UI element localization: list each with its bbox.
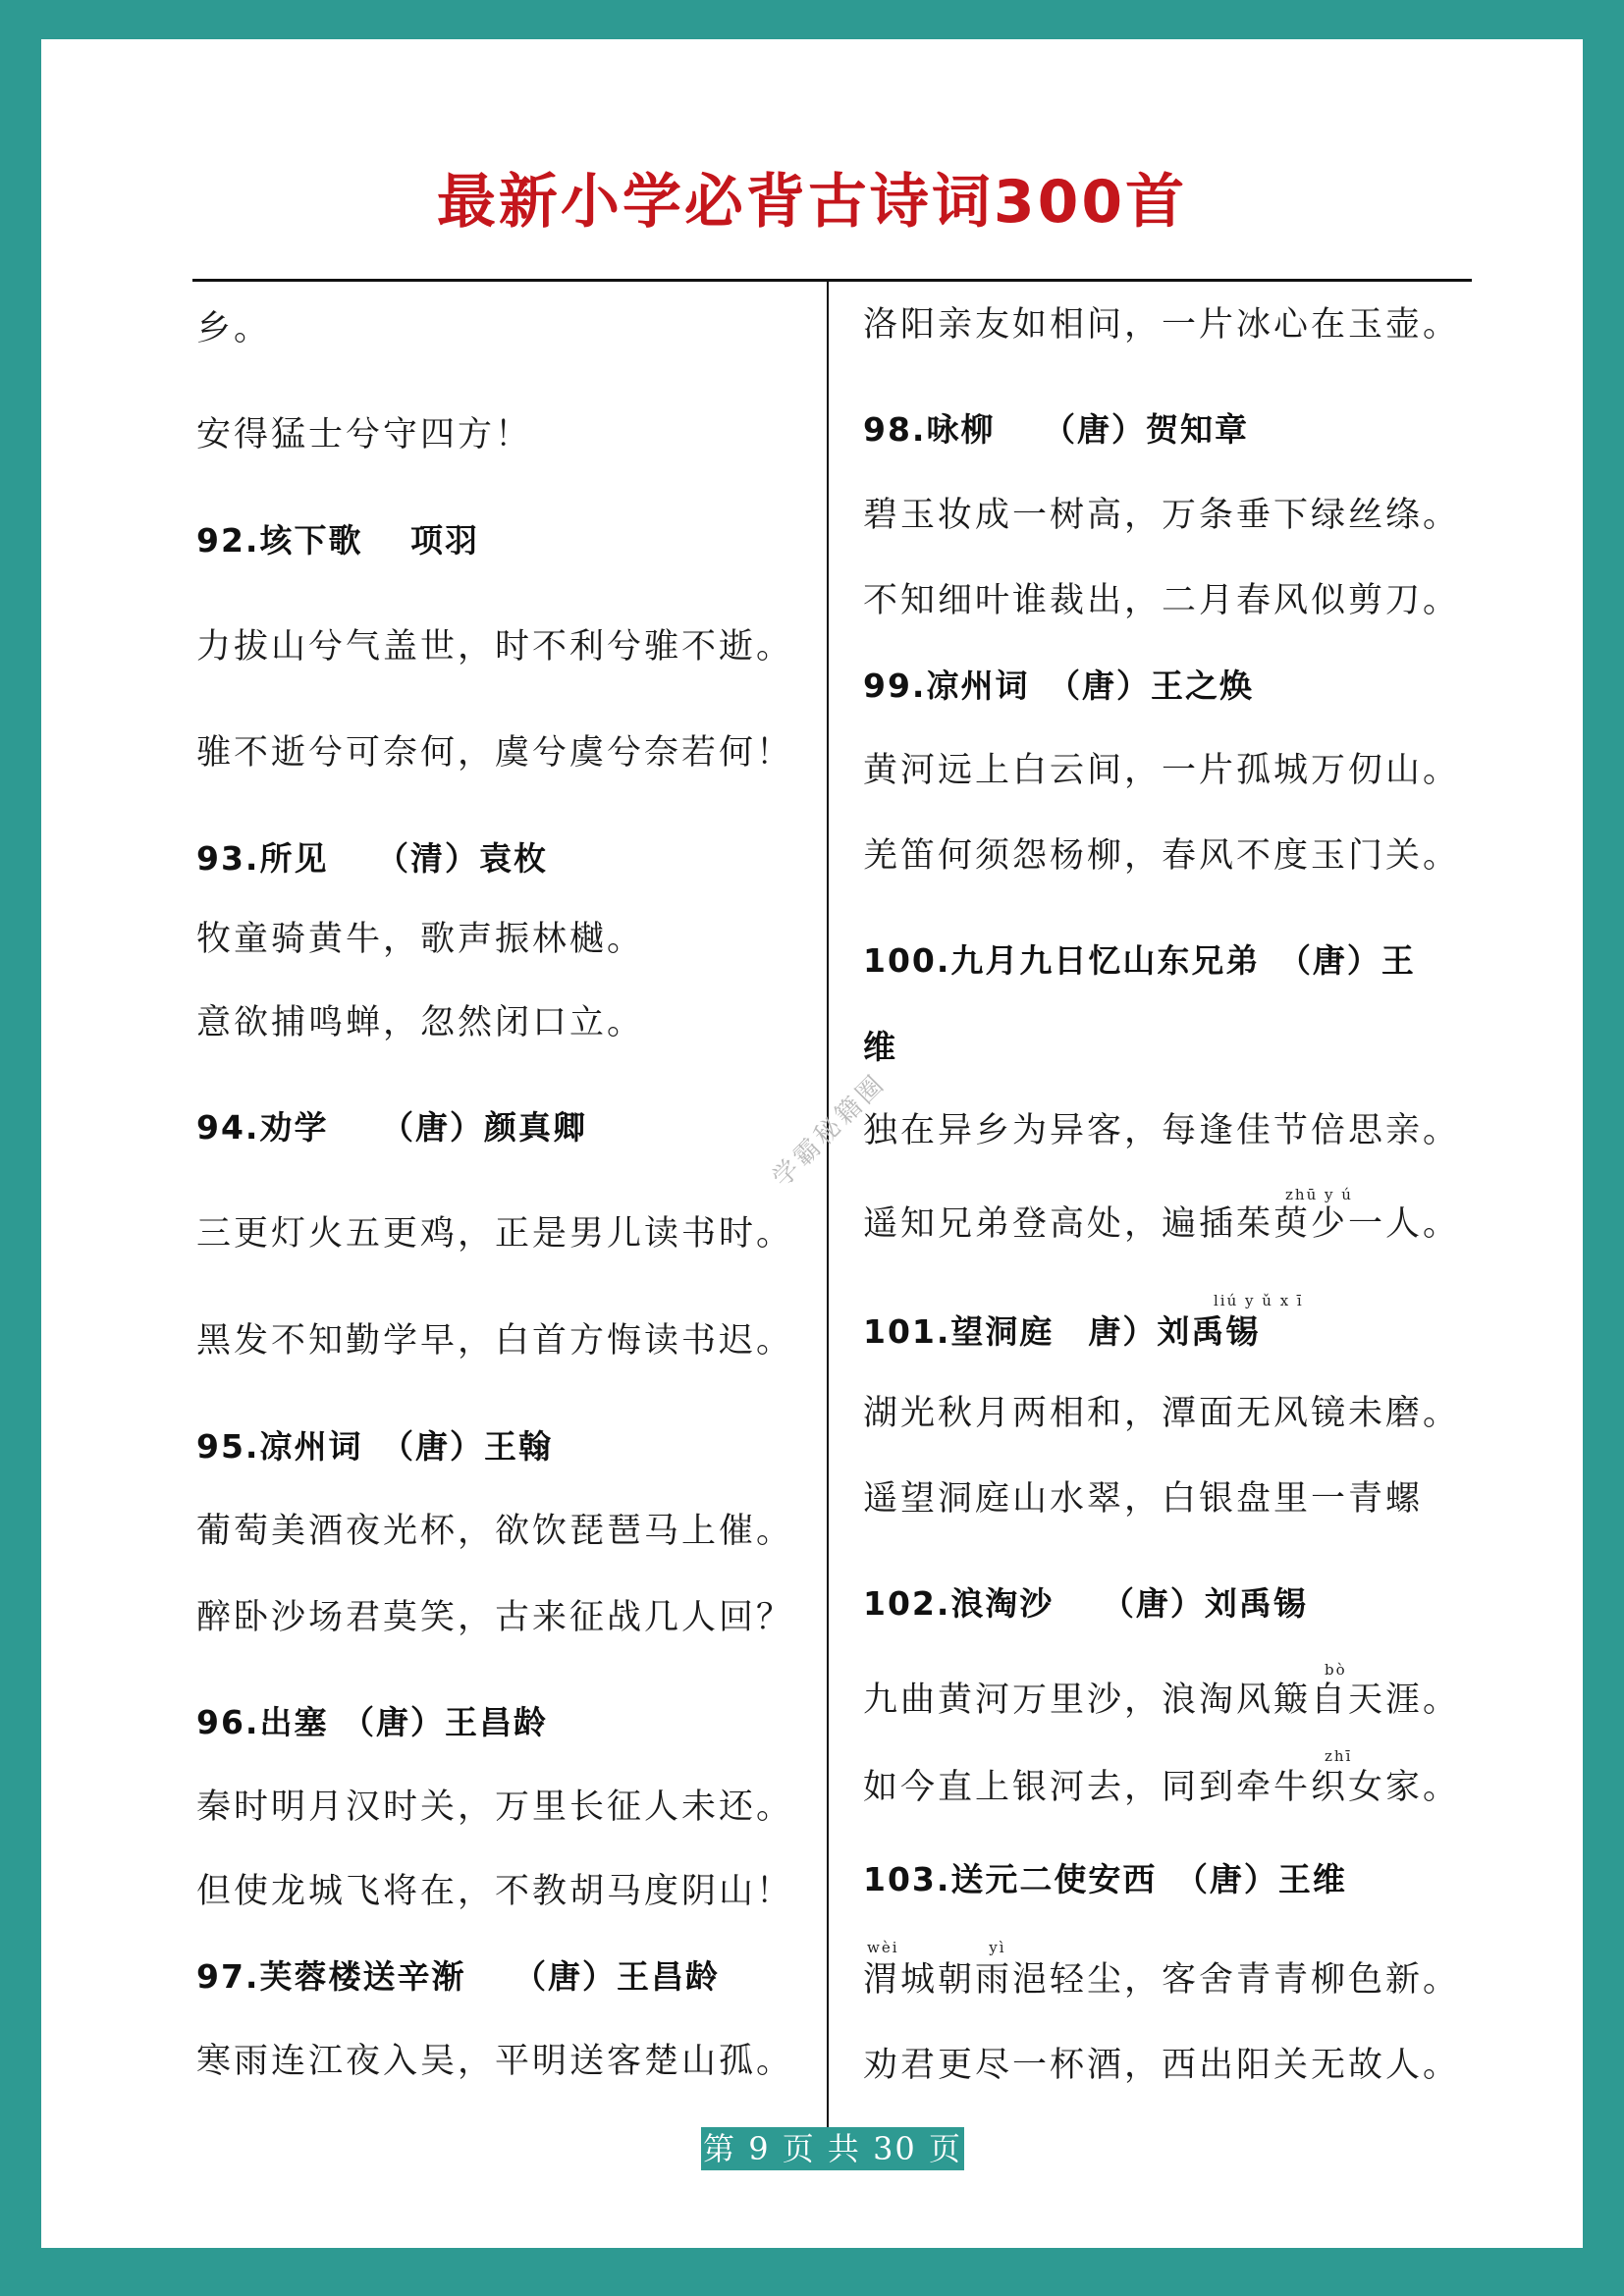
poem-heading: 94.劝学 （唐）颜真卿 bbox=[196, 1108, 587, 1147]
poem-line: 但使龙城飞将在，不教胡马度阴山！ bbox=[196, 1872, 794, 1911]
pinyin-annotation: bò bbox=[1325, 1661, 1347, 1679]
poem-line: 独在异乡为异客，每逢佳节倍思亲。 bbox=[863, 1111, 1461, 1150]
poem-heading: 103.送元二使安西 （唐）王维 bbox=[863, 1860, 1347, 1898]
poem-line: 力拔山兮气盖世，时不利兮骓不逝。 bbox=[196, 627, 794, 667]
poem-line: 牧童骑黄牛，歌声振林樾。 bbox=[196, 920, 645, 959]
poem-line: 意欲捕鸣蝉，忽然闭口立。 bbox=[196, 1003, 645, 1042]
poem-line: 秦时明月汉时关，万里长征人未还。 bbox=[196, 1788, 794, 1827]
pinyin-annotation: zhī bbox=[1325, 1747, 1353, 1765]
pinyin-annotation: liú y ǔ x ī bbox=[1214, 1292, 1304, 1309]
poem-heading: 99.凉州词 （唐）王之焕 bbox=[863, 667, 1254, 705]
pinyin-annotation: wèi yì bbox=[867, 1939, 1006, 1956]
poem-heading: 93.所见 （清）袁枚 bbox=[196, 839, 548, 878]
poem-line: 碧玉妆成一树高，万条垂下绿丝绦。 bbox=[863, 496, 1461, 535]
page-title: 最新小学必背古诗词300首 bbox=[436, 168, 1188, 237]
poem-line: 黑发不知勤学早，白首方悔读书迟。 bbox=[196, 1321, 794, 1361]
poem-heading: 100.九月九日忆山东兄弟 （唐）王 bbox=[863, 941, 1416, 980]
poem-heading: 98.咏柳 （唐）贺知章 bbox=[863, 410, 1249, 449]
poem-line: 安得猛士兮守四方！ bbox=[196, 415, 533, 454]
poem-heading-continued: 维 bbox=[863, 1028, 897, 1066]
poem-line: 醉卧沙场君莫笑，古来征战几人回？ bbox=[196, 1598, 794, 1637]
poem-line: 乡。 bbox=[196, 309, 272, 348]
watermark: 学霸秘籍圈 bbox=[767, 1068, 893, 1194]
pinyin-annotation: zhū y ú bbox=[1285, 1186, 1353, 1203]
poem-line: 骓不逝兮可奈何，虞兮虞兮奈若何！ bbox=[196, 733, 794, 773]
poem-line: 九曲黄河万里沙，浪淘风簸自天涯。 bbox=[863, 1681, 1461, 1720]
poem-line: 遥知兄弟登高处，遍插茱萸少一人。 bbox=[863, 1204, 1461, 1244]
poem-line: 不知细叶谁裁出，二月春风似剪刀。 bbox=[863, 581, 1461, 620]
poem-heading: 92.垓下歌 项羽 bbox=[196, 521, 479, 560]
poem-heading: 96.出塞 （唐）王昌龄 bbox=[196, 1703, 548, 1741]
page bbox=[41, 39, 1583, 2248]
poem-line: 三更灯火五更鸡，正是男儿读书时。 bbox=[196, 1214, 794, 1254]
poem-line: 湖光秋月两相和，潭面无风镜未磨。 bbox=[863, 1394, 1461, 1433]
poem-line: 洛阳亲友如相问，一片冰心在玉壶。 bbox=[863, 305, 1461, 345]
poem-line: 如今直上银河去，同到牵牛织女家。 bbox=[863, 1768, 1461, 1807]
poem-line: 遥望洞庭山水翠，白银盘里一青螺 bbox=[863, 1479, 1424, 1519]
header-divider bbox=[192, 279, 1472, 282]
poem-line: 寒雨连江夜入吴，平明送客楚山孤。 bbox=[196, 2042, 794, 2081]
poem-line: 渭城朝雨浥轻尘，客舍青青柳色新。 bbox=[863, 1960, 1461, 2000]
column-divider bbox=[827, 281, 829, 2146]
poem-heading: 102.浪淘沙 （唐）刘禹锡 bbox=[863, 1584, 1308, 1623]
poem-line: 羌笛何须怨杨柳，春风不度玉门关。 bbox=[863, 836, 1461, 876]
poem-heading: 95.凉州词 （唐）王翰 bbox=[196, 1427, 553, 1466]
poem-line: 劝君更尽一杯酒，西出阳关无故人。 bbox=[863, 2046, 1461, 2085]
page-number-footer: 第 9 页 共 30 页 bbox=[701, 2127, 964, 2170]
poem-line: 葡萄美酒夜光杯，欲饮琵琶马上催。 bbox=[196, 1512, 794, 1551]
poem-heading: 101.望洞庭 唐）刘禹锡 bbox=[863, 1312, 1261, 1351]
poem-heading: 97.芙蓉楼送辛渐 （唐）王昌龄 bbox=[196, 1957, 720, 1996]
poem-line: 黄河远上白云间，一片孤城万仞山。 bbox=[863, 751, 1461, 790]
